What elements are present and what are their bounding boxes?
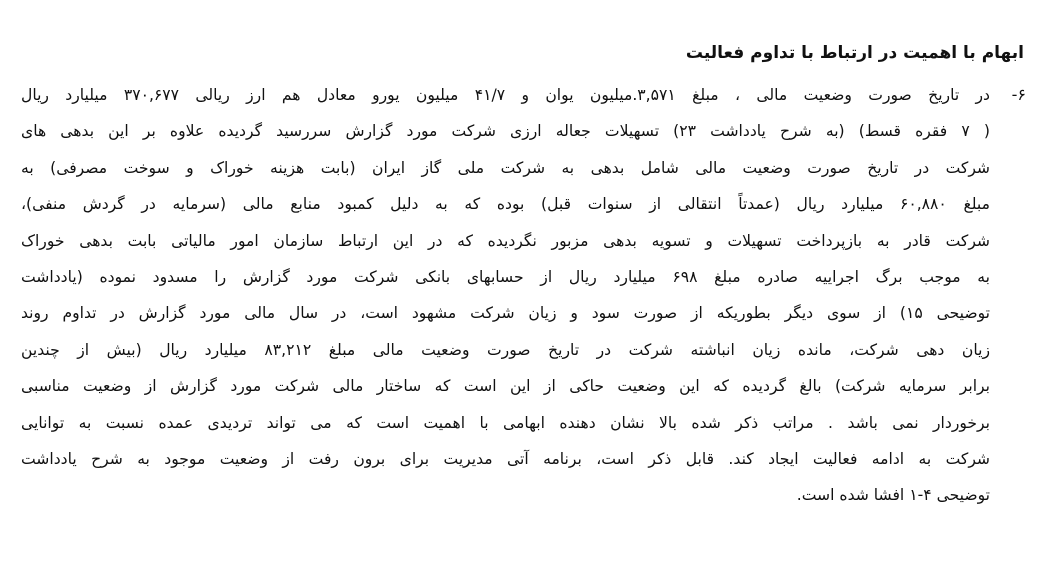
paragraph-number: ۶- <box>1011 85 1026 104</box>
paragraph-line: مبلغ ۶۰,۸۸۰ میلیارد ریال (عمدتاً انتقالی از سنوات قبل) بوده که به دلیل کمبود منابع مالی (سرمایه در گردش منفی)، <box>21 195 990 214</box>
paragraph-line: توضیحی ۱۵) از سوی دیگر بطوریکه از صورت سود و زیان شرکت مشهود است، در سال مالی مورد گزارش در تداوم روند <box>21 304 990 323</box>
paragraph-line: شرکت در تاریخ صورت وضعیت مالی شامل بدهی به شرکت ملی گاز ایران (بابت هزینه خوراک و سوخت مصرفی) به <box>21 158 990 177</box>
paragraph-line: زیان دهی شرکت، مانده زیان انباشته شرکت در تاریخ صورت وضعیت مالی مبلغ ۸۳,۲۱۲ میلیارد ریال (بیش از چندین <box>21 340 990 359</box>
section-heading: ابهام با اهمیت در ارتباط با تداوم فعالیت <box>685 43 1024 63</box>
paragraph-line: توضیحی ۴-۱ افشا شده است. <box>796 486 990 505</box>
paragraph-line: برخوردار نمی باشد . مراتب ذکر شده بالا نشان دهنده ابهامی با اهمیت است که می تواند تردیدی عمده نسبت به توانایی <box>21 413 990 432</box>
paragraph-line: در تاریخ صورت وضعیت مالی ، مبلغ ۳,۵۷۱.میلیون یوان و ۴۱/۷ میلیون یورو معادل هم ارز ریالی ۳۷۰,۶۷۷ میلیارد ریال <box>21 86 990 104</box>
paragraph-line: شرکت به ادامه فعالیت ایجاد کند. قابل ذکر است، برنامه آتی مدیریت برای برون رفت از وضعیت موجود به شرح یادداشت <box>21 449 990 468</box>
paragraph-body <box>21 84 990 521</box>
paragraph-line: ( ۷ فقره قسط) (به شرح یادداشت ۲۳) تسهیلات جعاله ارزی شرکت مورد گزارش سررسید گردیده علاوه بر این بدهی های <box>21 122 990 141</box>
paragraph-line: برابر سرمایه شرکت) بالغ گردیده که این وضعیت حاکی از این است که ساختار مالی شرکت مورد گزارش از وضعیت مناسبی <box>21 377 990 396</box>
paragraph-line: به موجب برگ اجراییه صادره مبلغ ۶۹۸ میلیارد ریال از حسابهای بانکی شرکت مورد گزارش را مسدود نموده (یادداشت <box>21 267 990 286</box>
paragraph-line: شرکت قادر به بازپرداخت تسهیلات و تسویه بدهی مزبور نگردیده که در این ارتباط سازمان امور مالیاتی بابت بدهی خوراک <box>21 231 990 250</box>
